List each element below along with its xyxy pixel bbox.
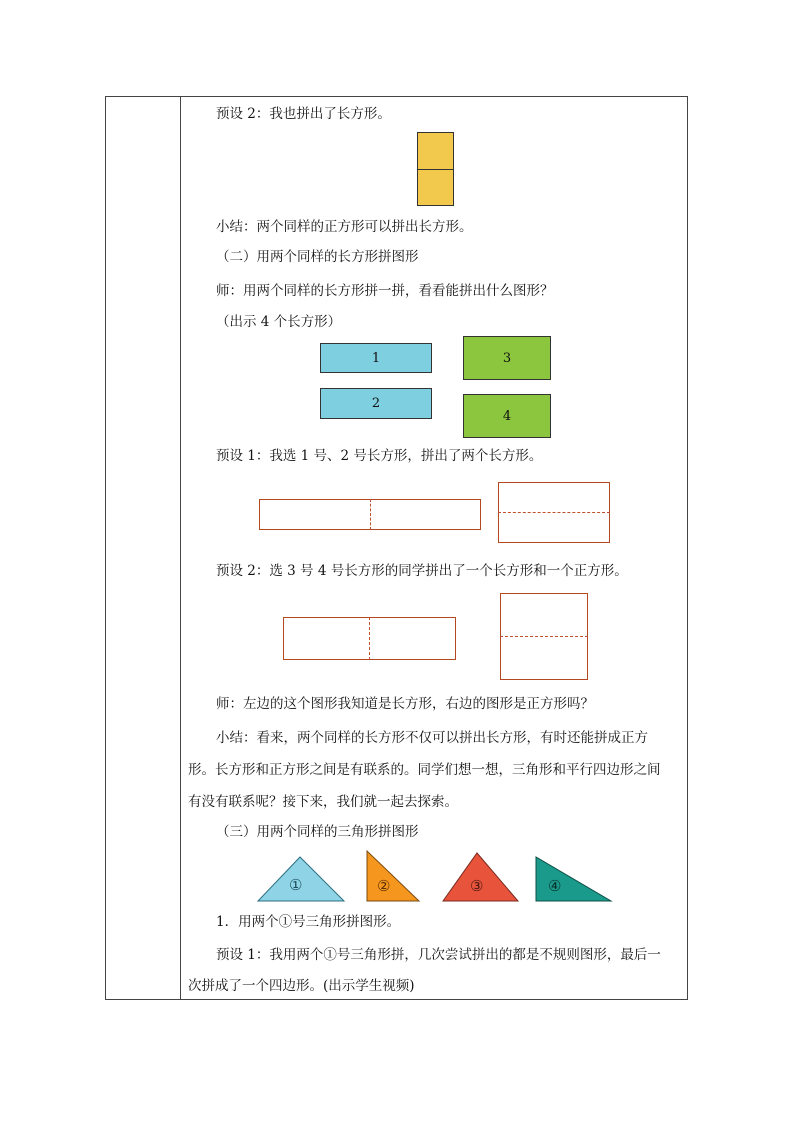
summary-line-2: 形。长方形和正方形之间是有联系的。同学们想一想，三角形和平行四边形之间 <box>188 762 661 778</box>
preset-1-triangle-line-2: 次拼成了一个四边形。(出示学生视频) <box>188 978 415 994</box>
rectangle-2-label: 2 <box>371 396 381 411</box>
rectangle-4-label: 4 <box>502 408 512 424</box>
triangle-2 <box>367 851 419 901</box>
rectangle-1-label: 1 <box>371 350 381 366</box>
triangle-2-label: ② <box>377 877 391 895</box>
triangle-1-label: ① <box>289 876 303 894</box>
teacher-square-question: 师：左边的这个图形我知道是长方形，右边的图形是正方形吗？ <box>216 696 594 712</box>
preset-1-triangle-line-1: 预设 1：我用两个①号三角形拼，几次尝试拼出的都是不规则图形，最后一 <box>216 947 661 963</box>
summary-line-3: 有没有联系呢？接下来，我们就一起去探索。 <box>188 794 458 810</box>
teacher-question-text: 师：用两个同样的长方形拼一拼，看看能拼出什么图形？ <box>216 283 554 299</box>
preset-2-text: 预设 2：我也拼出了长方形。 <box>216 106 391 122</box>
show-rectangles-text: （出示 4 个长方形） <box>216 314 342 330</box>
triangle-3-label: ③ <box>470 877 484 895</box>
summary-squares-text: 小结：两个同样的正方形可以拼出长方形。 <box>216 219 473 235</box>
preset-2-rect-text: 预设 2：选 3 号 4 号长方形的同学拼出了一个长方形和一个正方形。 <box>216 563 628 579</box>
preset-1-text: 预设 1：我选 1 号、2 号长方形，拼出了两个长方形。 <box>216 448 543 464</box>
summary-line-1: 小结：看来，两个同样的长方形不仅可以拼出长方形，有时还能拼成正方 <box>216 730 648 746</box>
rectangle-3-label: 3 <box>502 350 512 366</box>
section-2-heading: （二）用两个同样的长方形拼图形 <box>216 249 419 265</box>
triangle-4-label: ④ <box>548 877 562 895</box>
activity-1-heading: 1．用两个①号三角形拼图形。 <box>216 914 401 930</box>
section-3-heading: （三）用两个同样的三角形拼图形 <box>216 824 419 840</box>
